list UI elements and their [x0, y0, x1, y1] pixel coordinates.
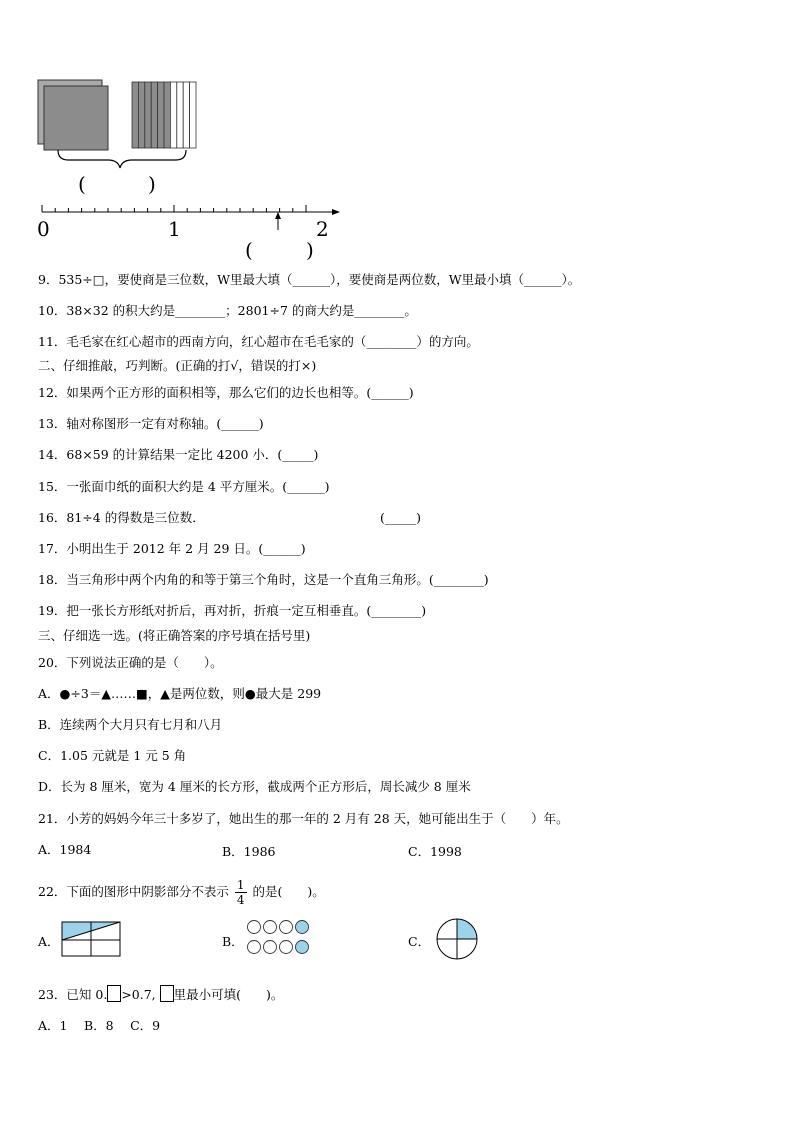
- square-strips-figure: [0, 0, 794, 240]
- question-22-option-a-label: A．: [38, 934, 60, 949]
- numberline-label-1: 1: [168, 217, 181, 241]
- figure-paren-right-1: ): [148, 172, 156, 196]
- question-17: 17．小明出生于 2012 年 2 月 29 日。(______): [38, 541, 306, 556]
- strip: [170, 82, 176, 148]
- blank-box-icon: [160, 985, 174, 1002]
- strip: [138, 82, 144, 148]
- circle-item: [296, 941, 309, 954]
- fraction-numerator: 1: [236, 878, 245, 892]
- strip: [151, 82, 157, 148]
- strip: [132, 82, 138, 148]
- question-13: 13．轴对称图形一定有对称轴。(______): [38, 416, 264, 431]
- strip: [158, 82, 164, 148]
- question-22: [38, 878, 325, 907]
- numberline-label-0: 0: [37, 217, 50, 241]
- question-20: 20．下列说法正确的是（ ）。: [38, 655, 223, 670]
- question-16: 16．81÷4 的得数是三位数．: [38, 510, 205, 525]
- question-16-blank: (_____): [380, 510, 422, 525]
- circle-item: [264, 921, 277, 934]
- question-11: 11．毛毛家在红心超市的西南方向，红心超市在毛毛家的（________）的方向。: [38, 334, 479, 349]
- question-21-option-c: C．1998: [408, 844, 462, 859]
- question-23-options: A．1 B．8 C．9: [38, 1018, 161, 1033]
- question-15: 15．一张面巾纸的面积大约是 4 平方厘米。(______): [38, 479, 330, 494]
- figure-paren-left-1: (: [78, 172, 86, 196]
- circle-item: [248, 941, 261, 954]
- blank-box-icon: [107, 985, 121, 1002]
- question-22-option-b-label: B．: [222, 934, 244, 949]
- strip: [145, 82, 151, 148]
- question-20-option-c: C．1.05 元就是 1 元 5 角: [38, 748, 187, 763]
- fraction-denominator: 4: [236, 893, 245, 907]
- circle-item: [280, 941, 293, 954]
- circle-item: [296, 921, 309, 934]
- question-12: 12．如果两个正方形的面积相等，那么它们的边长也相等。(______): [38, 385, 414, 400]
- question-23: [38, 985, 283, 1003]
- strip: [164, 82, 170, 148]
- strip: [190, 82, 196, 148]
- fraction-one-quarter: [235, 878, 247, 907]
- question-19: 19．把一张长方形纸对折后，再对折，折痕一定互相垂直。(________): [38, 603, 427, 618]
- circle-item: [248, 921, 261, 934]
- section-2-heading: 二、仔细推敲，巧判断。(正确的打√，错误的打×): [38, 358, 317, 373]
- strip: [183, 82, 189, 148]
- option-c-circle-figure: [434, 916, 480, 962]
- question-10: 10．38×32 的积大约是________；2801÷7 的商大约是________。: [38, 303, 417, 318]
- question-21-option-a: A．1984: [38, 842, 92, 857]
- question-22-text-after: 的是( )。: [252, 884, 325, 899]
- question-21-option-b: B．1986: [222, 844, 276, 859]
- option-a-rectangle-figure: [60, 920, 122, 958]
- circle-item: [264, 941, 277, 954]
- circle-item: [280, 921, 293, 934]
- question-20-option-a: A．●÷3＝▲……■，▲是两位数，则●最大是 299: [38, 686, 322, 701]
- section-3-heading: 三、仔细选一选。(将正确答案的序号填在括号里): [38, 628, 311, 643]
- question-22-text-before: 22．下面的图形中阴影部分不表示: [38, 884, 229, 899]
- option-b-circles-figure: [246, 918, 316, 958]
- figure-paren-right-2: ): [306, 238, 314, 262]
- question-20-option-b: B．连续两个大月只有七月和八月: [38, 717, 223, 732]
- strip: [177, 82, 183, 148]
- question-23-text-c: 里最小可填( )。: [173, 987, 284, 1002]
- question-21: 21．小芳的妈妈今年三十多岁了，她出生的那一年的 2 月有 28 天，她可能出生于（ ）年。: [38, 811, 569, 826]
- question-23-text-a: 23．已知 0.: [38, 987, 108, 1002]
- numberline-label-2: 2: [316, 217, 329, 241]
- question-22-option-c-label: C．: [408, 934, 431, 949]
- question-23-text-b: >0.7,: [121, 987, 156, 1002]
- question-14: 14．68×59 的计算结果一定比 4200 小．(_____): [38, 447, 319, 462]
- figure-paren-left-2: (: [245, 238, 253, 262]
- question-18: 18．当三角形中两个内角的和等于第三个角时，这是一个直角三角形。(________): [38, 572, 489, 587]
- question-9: 9．535÷□，要使商是三位数，W里最大填（______），要使商是两位数，W里最小填（______）。: [38, 272, 581, 287]
- question-20-option-d: D．长为 8 厘米，宽为 4 厘米的长方形，截成两个正方形后，周长减少 8 厘米: [38, 779, 471, 794]
